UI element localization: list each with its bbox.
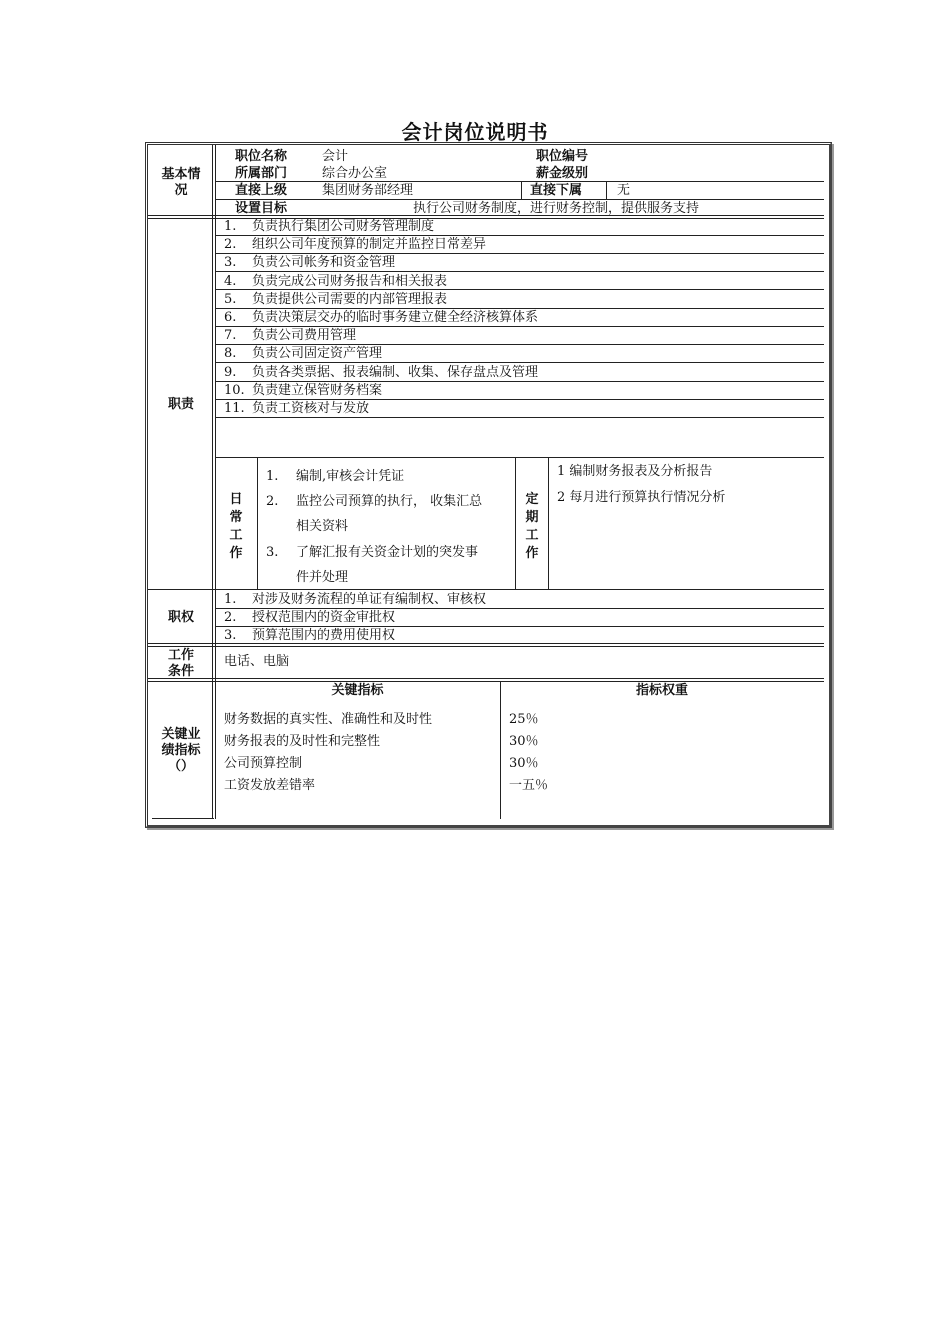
kpi-indicator: 公司预算控制 xyxy=(224,756,303,771)
periodic-work-item: 1 编制财务报表及分析报告 xyxy=(557,464,713,479)
salary-label: 薪金级别 xyxy=(536,166,589,181)
kpi-weight: 30％ xyxy=(509,756,539,771)
row-divider xyxy=(215,308,824,309)
cell-divider xyxy=(548,457,549,589)
row-divider xyxy=(215,344,824,345)
kpi-weight: 一五％ xyxy=(509,778,549,793)
subordinate-label: 直接下属 xyxy=(530,183,583,198)
daily-work-item: 1. 编制,审核会计凭证 xyxy=(266,469,405,484)
row-divider xyxy=(215,457,824,458)
duty-item: 1. 负责执行集团公司财务管理制度 xyxy=(224,219,435,234)
superior-label: 直接上级 xyxy=(235,183,288,198)
row-divider xyxy=(215,271,824,272)
job-code-label: 职位编号 xyxy=(536,149,589,164)
kpi-header-weight: 指标权重 xyxy=(635,683,688,698)
row-divider xyxy=(215,253,824,254)
duty-item: 4. 负责完成公司财务报告和相关报表 xyxy=(224,274,448,289)
daily-work-item: 2. 监控公司预算的执行， 收集汇总 相关资料 xyxy=(266,494,483,534)
authority-item: 3. 预算范围内的费用使用权 xyxy=(224,628,396,643)
row-divider xyxy=(215,362,824,363)
duty-item: 8. 负责公司固定资产管理 xyxy=(224,346,383,361)
kpi-indicator: 财务数据的真实性、准确性和及时性 xyxy=(224,712,433,727)
row-divider xyxy=(215,326,824,327)
department-value: 综合办公室 xyxy=(322,166,388,181)
kpi-weight: 25％ xyxy=(509,712,539,727)
duty-item: 7. 负责公司费用管理 xyxy=(224,328,357,343)
section-duties-label: 职责 xyxy=(167,397,194,412)
duty-item: 3. 负责公司帐务和资金管理 xyxy=(224,255,396,270)
job-name-label: 职位名称 xyxy=(235,149,288,164)
daily-work-item: 3. 了解汇报有关资金计划的突发事 件并处理 xyxy=(266,545,479,585)
duty-item: 6. 负责决策层交办的临时事务建立健全经济核算体系 xyxy=(224,310,539,325)
goal-label: 设置目标 xyxy=(235,201,288,216)
goal-value: 执行公司财务制度，进行财务控制，提供服务支持 xyxy=(413,201,700,216)
row-divider xyxy=(215,626,824,627)
job-name-value: 会计 xyxy=(322,149,349,164)
section-divider xyxy=(148,589,824,590)
cell-divider xyxy=(257,457,258,589)
row-divider xyxy=(215,235,824,236)
cell-divider xyxy=(500,681,501,819)
section-basic-label: 基本情 况 xyxy=(161,167,201,198)
row-divider xyxy=(152,818,214,819)
kpi-header-indicator: 关键指标 xyxy=(331,683,384,698)
conditions-value: 电话、电脑 xyxy=(224,654,290,669)
section-authority-label: 职权 xyxy=(167,610,194,625)
cell-divider xyxy=(515,457,516,589)
cell-divider xyxy=(606,181,607,199)
kpi-indicator: 工资发放差错率 xyxy=(224,778,316,793)
superior-value: 集团财务部经理 xyxy=(322,183,414,198)
section-divider xyxy=(148,678,824,682)
duty-item: 2. 组织公司年度预算的制定并监控日常差异 xyxy=(224,237,487,252)
periodic-work-item: 2 每月进行预算执行情况分析 xyxy=(557,490,726,505)
department-label: 所属部门 xyxy=(235,166,288,181)
duty-item: 11. 负责工资核对与发放 xyxy=(224,401,370,416)
section-conditions-label: 工作 条件 xyxy=(167,648,194,679)
authority-item: 1. 对涉及财务流程的单证有编制权、审核权 xyxy=(224,592,487,607)
duty-item: 10. 负责建立保管财务档案 xyxy=(224,383,383,398)
row-divider xyxy=(215,399,824,400)
section-divider xyxy=(212,145,216,819)
kpi-indicator: 财务报表的及时性和完整性 xyxy=(224,734,381,749)
duty-item: 9. 负责各类票据、报表编制、收集、保存盘点及管理 xyxy=(224,365,539,380)
row-divider xyxy=(215,181,824,182)
duty-item: 5. 负责提供公司需要的内部管理报表 xyxy=(224,292,448,307)
row-divider xyxy=(215,608,824,609)
authority-item: 2. 授权范围内的资金审批权 xyxy=(224,610,396,625)
page-title: 会计岗位说明书 xyxy=(401,120,549,144)
kpi-weight: 30％ xyxy=(509,734,539,749)
periodic-work-label: 定 期 工 作 xyxy=(525,492,539,561)
row-divider xyxy=(215,199,824,200)
section-kpi-label: 关键业 绩指标 （） xyxy=(161,727,201,774)
subordinate-value: 无 xyxy=(617,183,631,198)
row-divider xyxy=(215,381,824,382)
cell-divider xyxy=(521,181,522,199)
daily-work-label: 日 常 工 作 xyxy=(229,492,243,561)
row-divider xyxy=(215,417,824,418)
